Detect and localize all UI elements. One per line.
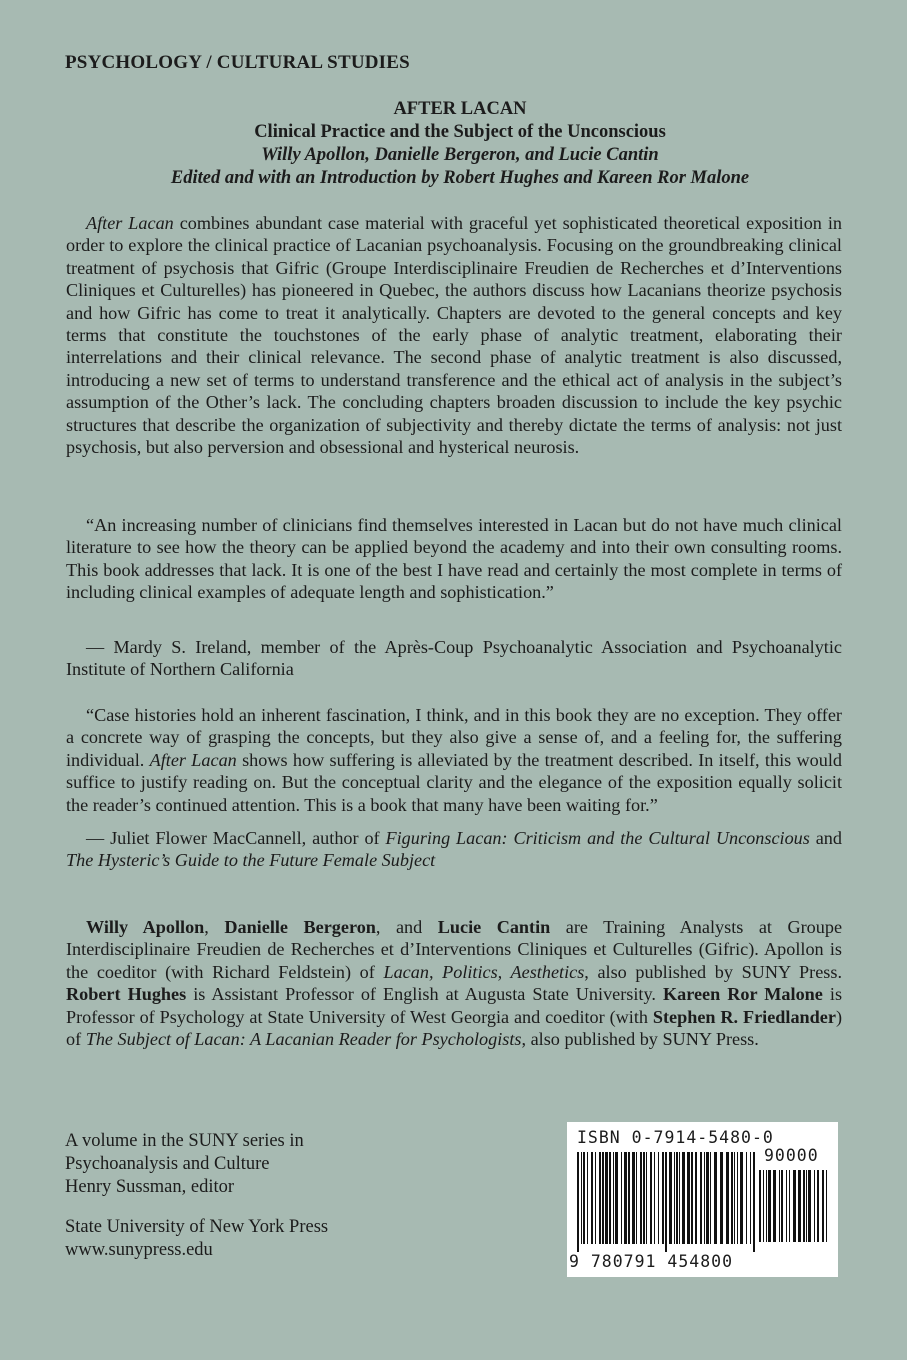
endorsement-attribution-1 — [66, 636, 842, 681]
barcode-bar — [595, 1152, 596, 1244]
attribution-2-prefix: — Juliet Flower MacCannell, author of — [86, 828, 386, 848]
barcode-bar — [628, 1152, 630, 1244]
bio-book-title: The Subject of Lacan: A Lacanian Reader for Psychologists — [85, 1029, 522, 1050]
barcode-bar — [700, 1152, 702, 1244]
barcode-bar — [674, 1152, 675, 1244]
bio-text: ) of — [66, 1006, 842, 1050]
barcode-bar — [759, 1170, 761, 1242]
barcode-bar — [817, 1170, 819, 1242]
bio-text: are Training Analysts at Groupe Interdisciplinaire Freudien de Recherches et d’Interventions Cliniques et Culturelles (Gifric). Apollon is the coeditor (with Richard Feldstein) of — [66, 917, 843, 982]
bio-name: Danielle Bergeron — [224, 917, 376, 937]
bio-name: Stephen R. Friedlander — [652, 1006, 836, 1027]
barcode-bar — [740, 1152, 743, 1244]
book-authors: Willy Apollon, Danielle Bergeron, and Lucie Cantin — [261, 145, 659, 165]
barcode-bar — [753, 1152, 755, 1252]
barcode-bar — [613, 1152, 614, 1244]
barcode-bar — [822, 1170, 824, 1242]
barcode-bar — [632, 1152, 635, 1244]
barcode-bar — [806, 1170, 807, 1242]
bio-text: , also published by SUNY Press. — [521, 1029, 759, 1050]
barcode-bar — [640, 1152, 642, 1244]
barcode-bar — [786, 1170, 787, 1242]
attribution-2-title-2: The Hysteric’s Guide to the Future Female Subject — [66, 850, 436, 871]
barcode-bar — [814, 1170, 815, 1242]
barcode-bar — [662, 1152, 664, 1244]
barcode-bar — [731, 1152, 733, 1244]
barcode-bar — [583, 1152, 585, 1244]
bio-name: Kareen Ror Malone — [662, 984, 823, 1005]
barcode-bar — [793, 1170, 796, 1242]
attribution-2-and: and — [809, 828, 842, 848]
isbn-number: ISBN 0-7914-5480-0 — [577, 1128, 774, 1147]
barcode-bar — [658, 1152, 659, 1244]
addon-barcode-bars — [759, 1170, 827, 1250]
barcode-bar — [643, 1152, 645, 1244]
barcode-bar — [706, 1152, 709, 1244]
barcode-bar — [710, 1152, 711, 1244]
bio-text: , and — [375, 917, 438, 937]
bio-name: Robert Hughes — [66, 984, 187, 1005]
barcode-bar — [615, 1152, 618, 1244]
barcode-bar — [621, 1152, 622, 1244]
series-line: A volume in the SUNY series in — [65, 1131, 304, 1151]
bio-name: Lucie Cantin — [437, 917, 551, 937]
barcode-bar — [826, 1170, 827, 1242]
barcode-bar — [789, 1170, 790, 1242]
ean-barcode-bars — [577, 1152, 755, 1252]
blurb-book-title: After Lacan — [86, 213, 174, 233]
publisher-info — [65, 1216, 328, 1262]
barcode-bar — [750, 1152, 751, 1244]
barcode-bar — [798, 1170, 801, 1242]
book-title: AFTER LACAN — [393, 99, 527, 119]
barcode-bar — [624, 1152, 627, 1244]
publisher-name: State University of New York Press — [65, 1217, 329, 1237]
bio-text: , — [204, 917, 225, 937]
quote-1-attribution: — Mardy S. Ireland, member of the Après-Coup Psychoanalytic Association and Psychoanalytic Institute of Northern California — [66, 637, 842, 680]
title-block — [60, 98, 860, 190]
barcode-bar — [803, 1170, 805, 1242]
barcode-bar — [581, 1152, 582, 1244]
barcode-bar — [746, 1152, 747, 1244]
barcode-bar — [679, 1152, 680, 1244]
series-editor: Henry Sussman, editor — [65, 1177, 235, 1197]
endorsement-quote-1 — [66, 514, 842, 604]
endorsement-attribution-2 — [66, 827, 842, 872]
barcode-bar — [676, 1152, 678, 1244]
quote-2-book-title: After Lacan — [149, 749, 237, 770]
publisher-url: www.sunypress.edu — [65, 1240, 213, 1260]
barcode-bar — [720, 1152, 723, 1244]
bio-text: is Assistant Professor of English at Augusta State University. — [186, 984, 663, 1005]
barcode-bar — [773, 1170, 776, 1242]
blurb-paragraph — [66, 212, 842, 458]
barcode-bar — [646, 1152, 647, 1244]
barcode-bar — [763, 1170, 764, 1242]
barcode-bar — [605, 1152, 608, 1244]
barcode-bar — [737, 1152, 738, 1244]
bio-text: , also published by SUNY Press. — [584, 961, 842, 982]
barcode-bar — [591, 1152, 593, 1244]
barcode-bar — [587, 1152, 588, 1244]
book-subtitle: Clinical Practice and the Subject of the Unconscious — [254, 122, 666, 142]
barcode-bar — [650, 1152, 652, 1244]
barcode-bar — [768, 1170, 771, 1242]
barcode-bar — [687, 1152, 690, 1244]
barcode-bar — [714, 1152, 717, 1244]
endorsement-quote-2 — [66, 704, 842, 816]
quote-2-text-b: shows how suffering is alleviated by the treatment described. In itself, this would suffice to justify reading on. But the conceptual clarity and the elegance of the exposition equally solicit the reader’s continued attention. This is a book that many have been waiting for.” — [66, 749, 842, 815]
category-label: PSYCHOLOGY / CULTURAL STUDIES — [65, 52, 410, 73]
barcode-bar — [691, 1152, 693, 1244]
barcode-bar — [726, 1152, 729, 1244]
barcode-bar — [734, 1152, 735, 1244]
barcode-bar — [781, 1170, 783, 1242]
barcode-bar — [682, 1152, 685, 1244]
addon-number: 90000 — [764, 1146, 819, 1165]
barcode-bar — [704, 1152, 705, 1244]
barcode-bar — [602, 1152, 604, 1244]
author-bio — [66, 916, 842, 1050]
barcode-bar — [808, 1170, 811, 1242]
quote-2-text-a: “Case histories hold an inherent fascination, I think, and in this book they are no exception. They offer a concrete way of grasping the concepts, but they also give a sense of, and a feeling for, the suffering individual. — [66, 705, 842, 770]
book-editors: Edited and with an Introduction by Robert Hughes and Kareen Ror Malone — [170, 168, 750, 188]
barcode-bar — [695, 1152, 697, 1244]
bio-name: Willy Apollon — [86, 917, 205, 937]
barcode-bar — [577, 1152, 579, 1252]
isbn-barcode — [567, 1122, 838, 1277]
barcode-bar — [654, 1152, 655, 1244]
bio-text: is Professor of Psychology at State University of West Georgia and coeditor (with — [66, 984, 843, 1027]
barcode-bar — [669, 1152, 672, 1244]
barcode-bar — [599, 1152, 601, 1244]
blurb-text: combines abundant case material with graceful yet sophisticated theoretical exposition in order to explore the clinical practice of Lacanian psychoanalysis. Focusing on the groundbreaking clinical treatment of psychosis that Gifric (Groupe Interdisciplinaire Freudien de Recherches et d’Interventions Cliniques et Culturelles) has pioneered in Quebec, the authors discuss how Lacanians theorize psychosis and how Gifric has come to treat it analytically. Chapters are devoted to the general concepts and key terms that constitute the touchstones of the early phase of analytic treatment, elaborating their interrelations and their clinical relevance. The second phase of analytic treatment is also discussed, introducing a new set of terms to understand transference and the ethical act of analysis in the subject’s assumption of the Other’s lack. The concluding chapters broaden discussion to include the key psychic structures that describe the organization of subjectivity and thereby dictate the terms of analysis: not just psychosis, but also perversion and obsessional and hysterical neurosis. — [66, 213, 842, 458]
barcode-bar — [779, 1170, 780, 1242]
quote-1-text: “An increasing number of clinicians find themselves interested in Lacan but do not have much clinical literature to see how the theory can be applied beyond the academy and into their own consulting rooms. This book addresses that lack. It is one of the best I have read and certainly the most complete in terms of including clinical examples of adequate length and sophistication.” — [66, 515, 842, 603]
ean-number: 9 780791 454800 — [569, 1252, 734, 1271]
series-line: Psychoanalysis and Culture — [65, 1154, 270, 1174]
barcode-bar — [609, 1152, 611, 1244]
bio-book-title: Lacan, Politics, Aesthetics — [383, 961, 585, 982]
series-info — [65, 1130, 304, 1199]
barcode-bar — [665, 1152, 667, 1252]
attribution-2-title-1: Figuring Lacan: Criticism and the Cultural Unconscious — [385, 828, 810, 848]
barcode-bar — [636, 1152, 637, 1244]
barcode-bar — [766, 1170, 767, 1242]
